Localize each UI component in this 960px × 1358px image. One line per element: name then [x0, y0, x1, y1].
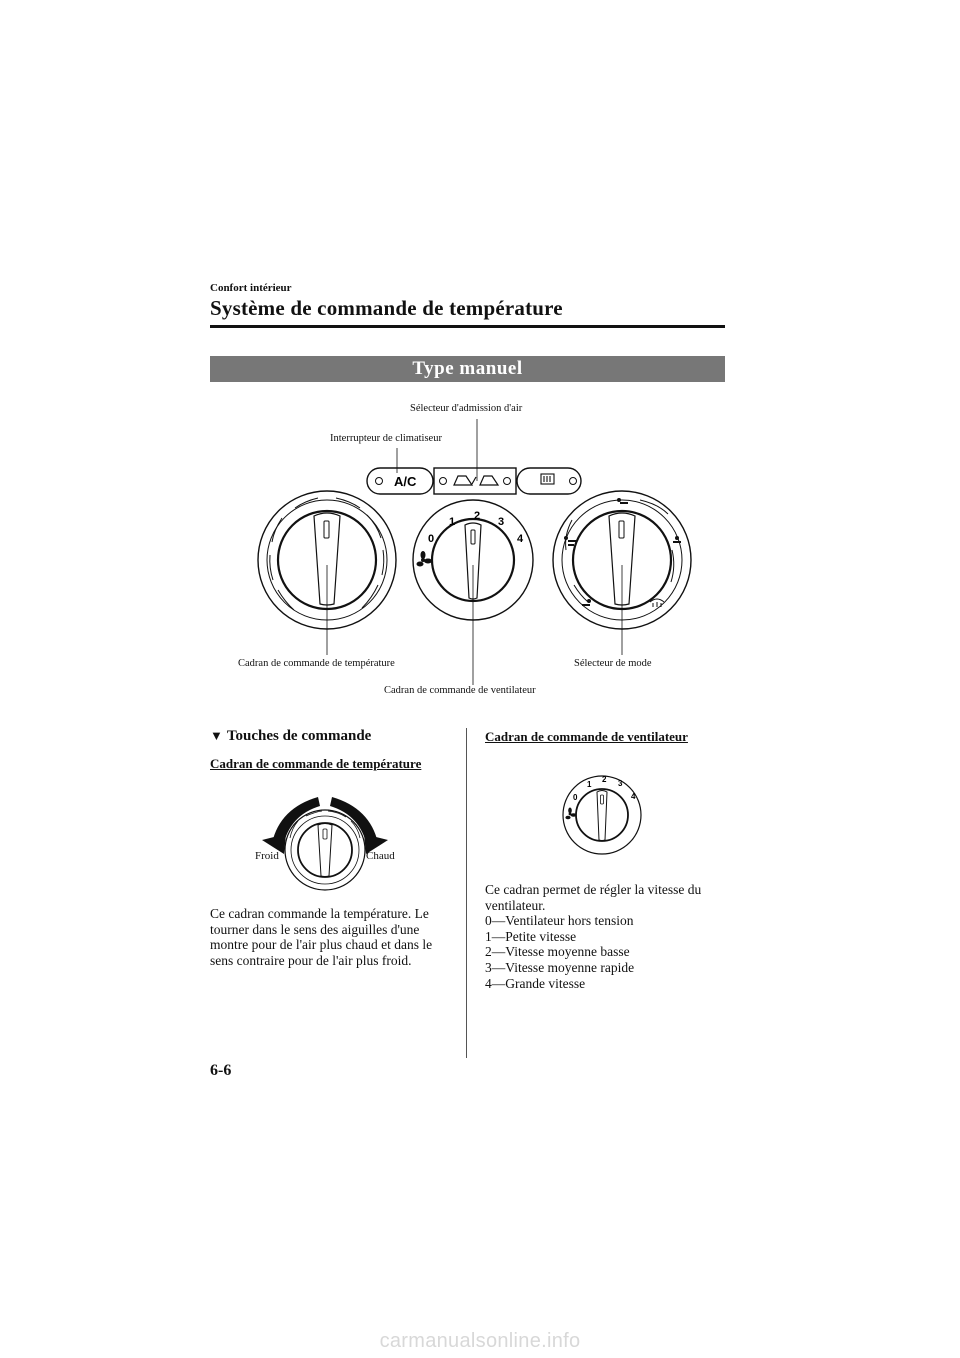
type-banner: Type manuel — [210, 356, 725, 382]
fan-speed-2: 2—Vitesse moyenne basse — [485, 944, 630, 960]
fan-number-0: 0 — [428, 533, 435, 545]
intake-indicator-right — [504, 478, 511, 485]
fan-dial-figure — [555, 765, 645, 860]
temp-description-line: montre pour de l'air plus chaud et dans le — [210, 937, 433, 953]
callout-ac-switch: Interrupteur de climatiseur — [330, 433, 442, 444]
callout-fan-dial: Cadran de commande de ventilateur — [384, 685, 536, 696]
fan-number-3: 3 — [498, 516, 505, 528]
watermark: carmanualsonline.info — [379, 1330, 581, 1352]
fan-speed-1: 1—Petite vitesse — [485, 928, 577, 944]
control-panel-figure — [210, 390, 725, 710]
fan-number-4: 4 — [517, 533, 524, 545]
column-divider — [466, 728, 467, 1058]
triangle-down-icon: ▼ — [210, 728, 223, 743]
defrost-indicator — [570, 478, 577, 485]
temp-description-line: tourner dans le sens des aiguilles d'une — [210, 921, 420, 937]
fan-speed-3: 3—Vitesse moyenne rapide — [485, 959, 635, 975]
temp-description-line: sens contraire pour de l'air plus froid. — [210, 952, 412, 968]
fan-description — [485, 882, 701, 991]
controls-heading-text: Touches de commande — [226, 728, 372, 744]
fan-dial-illustration — [555, 765, 645, 860]
temp-dial-illustration — [250, 788, 400, 893]
temp-description-line: Ce cadran commande la température. Le — [210, 906, 429, 921]
fan-speed-4: 4—Grande vitesse — [485, 975, 586, 991]
callout-temp-dial: Cadran de commande de température — [238, 658, 395, 669]
page-title: Système de commande de température — [210, 296, 563, 320]
fan-small-number-2: 2 — [602, 775, 607, 784]
intake-indicator-left — [440, 478, 447, 485]
page-number: 6-6 — [210, 1062, 232, 1079]
fan-small-number-1: 1 — [587, 780, 592, 789]
controls-heading — [210, 728, 371, 745]
title-rule — [210, 325, 725, 328]
fan-speed-0: 0—Ventilateur hors tension — [485, 913, 634, 929]
fan-description-line: Ce cadran permet de régler la vitesse du — [485, 882, 702, 897]
fan-description-line: ventilateur. — [485, 897, 546, 913]
fan-small-number-4: 4 — [631, 792, 636, 801]
cold-label: Froid — [255, 850, 279, 862]
ac-button-label: A/C — [394, 474, 417, 489]
fan-number-2: 2 — [474, 510, 481, 522]
temp-description — [210, 906, 432, 968]
fan-small-number-3: 3 — [618, 779, 623, 788]
callout-air-intake: Sélecteur d'admission d'air — [410, 403, 523, 414]
fan-dial-heading: Cadran de commande de ventilateur — [485, 729, 688, 744]
temp-dial-figure — [250, 788, 400, 893]
ac-indicator — [376, 478, 383, 485]
fan-small-number-0: 0 — [573, 793, 578, 802]
temp-dial-heading: Cadran de commande de température — [210, 756, 422, 771]
fan-number-1: 1 — [449, 516, 456, 528]
hot-label: Chaud — [366, 850, 395, 862]
callout-mode-selector: Sélecteur de mode — [574, 658, 652, 669]
section-label: Confort intérieur — [210, 282, 292, 294]
